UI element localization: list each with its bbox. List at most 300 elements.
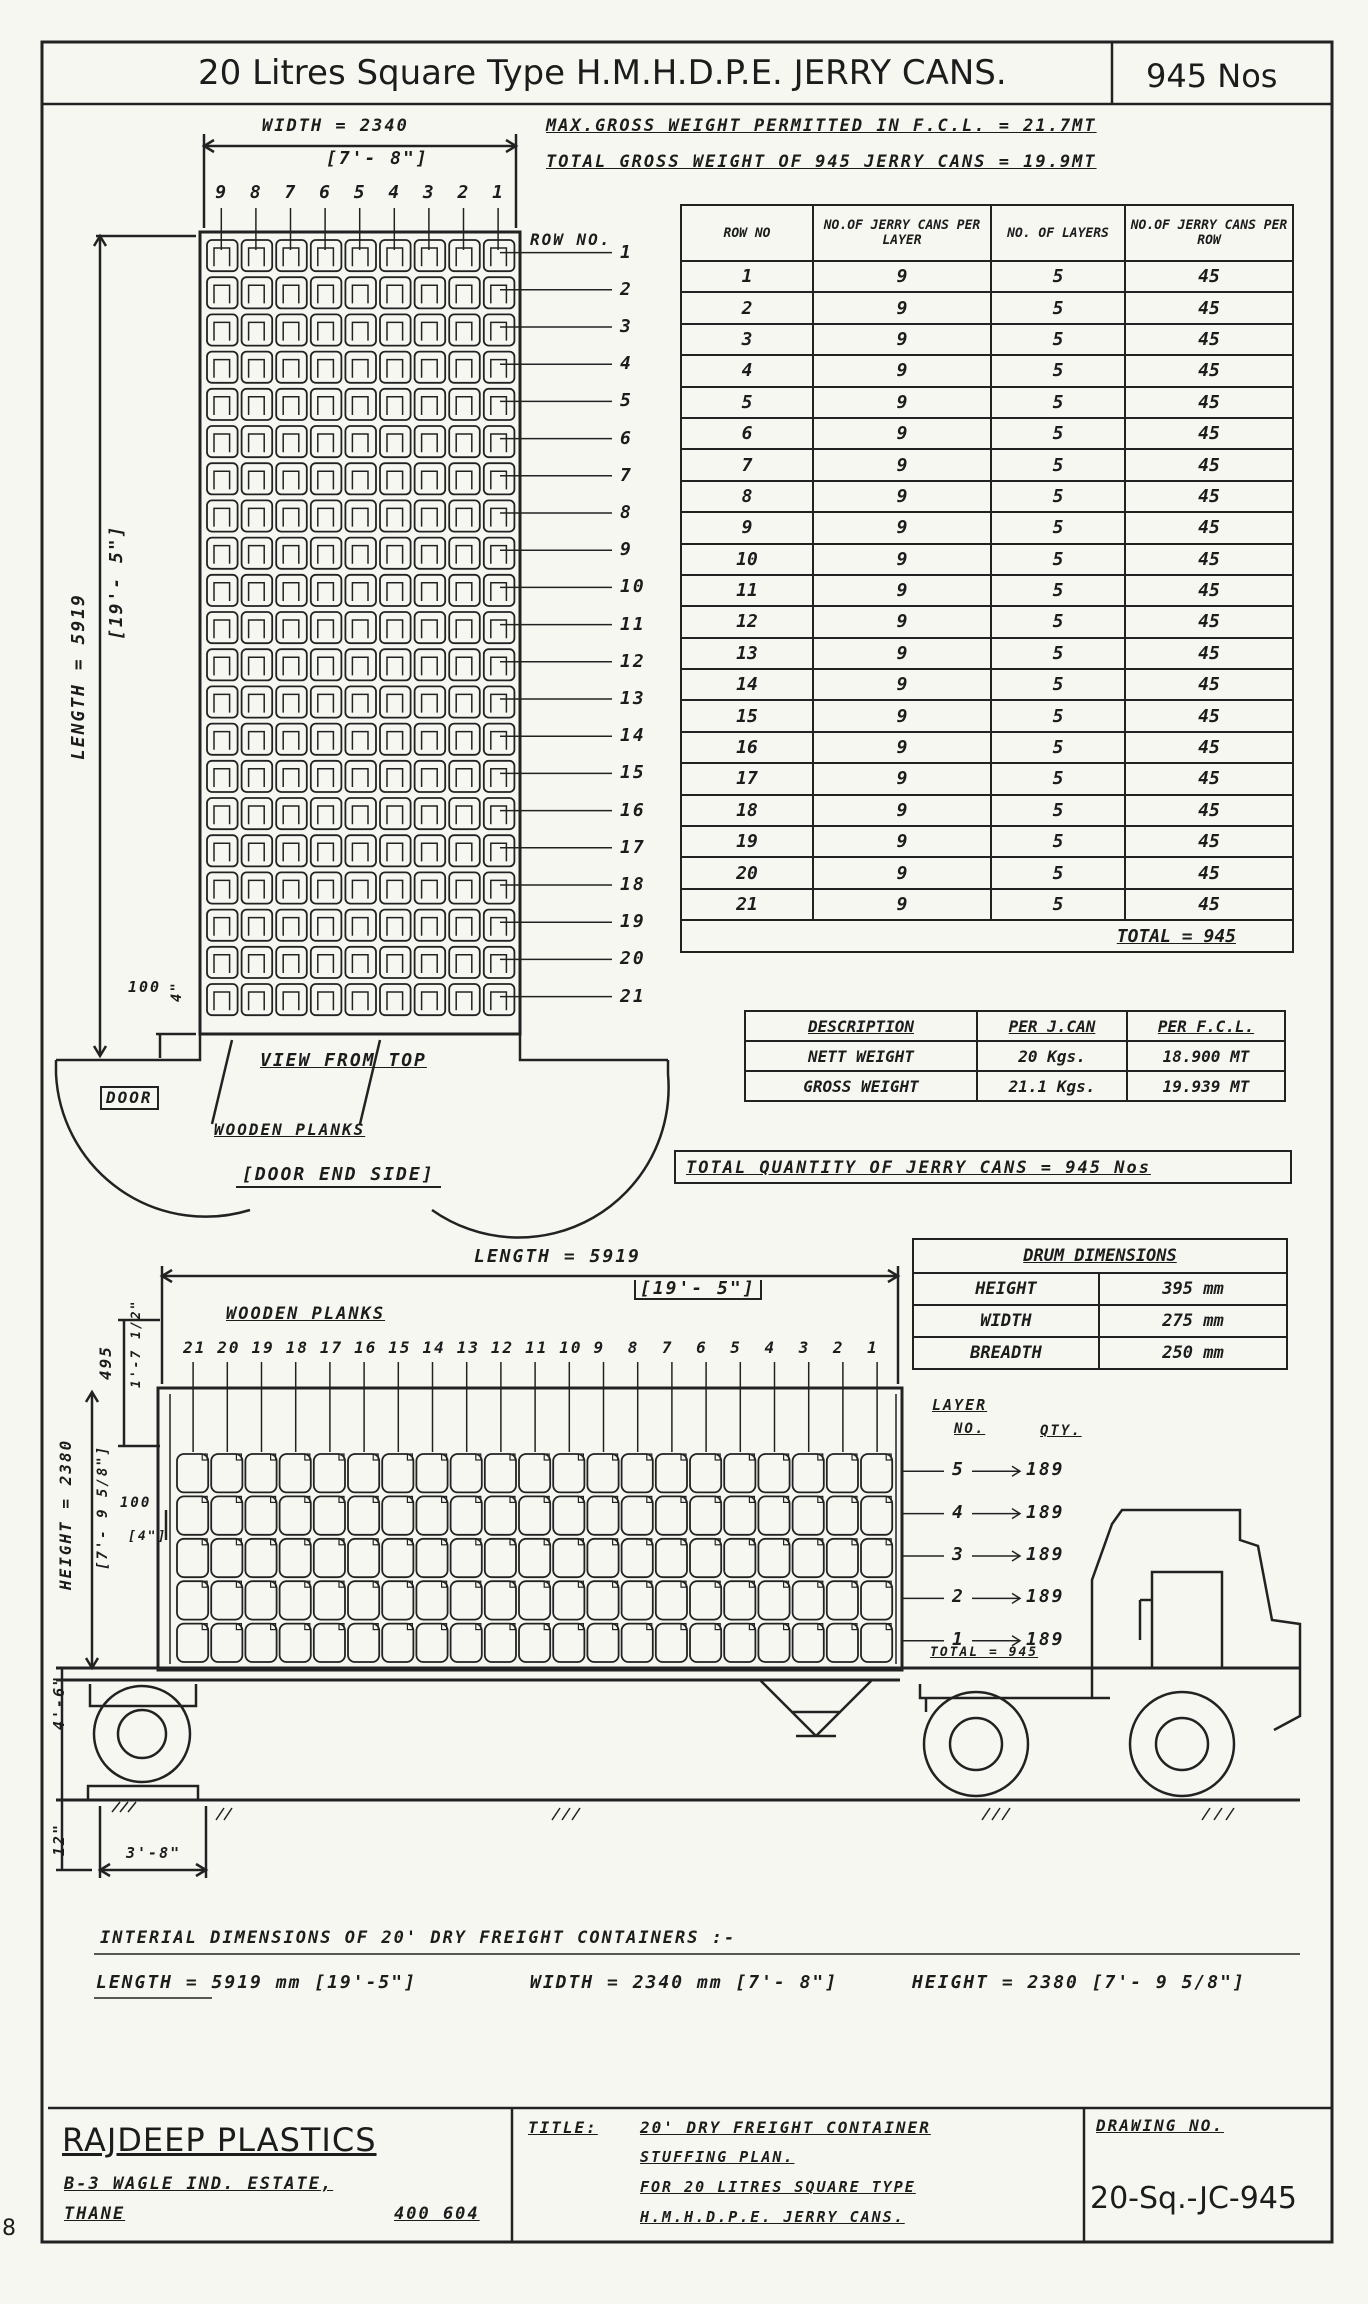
jerry-can-handle xyxy=(249,434,265,452)
side-row-number: 11 xyxy=(525,1338,549,1357)
ground-clearance: 12" xyxy=(50,1822,68,1856)
weight-table xyxy=(744,1010,1286,1102)
jerry-can-top xyxy=(311,686,342,717)
row-table-cell: 5 xyxy=(991,795,1125,826)
jerry-can-top xyxy=(345,910,376,941)
jerry-can-handle xyxy=(318,880,334,898)
jerry-can-top xyxy=(242,872,273,903)
jerry-can-top xyxy=(484,575,515,606)
jerry-can-top xyxy=(415,798,446,829)
door-label: DOOR xyxy=(100,1086,159,1110)
drum-breadth-label: BREADTH xyxy=(913,1337,1099,1369)
drawing-title: 20 Litres Square Type H.M.H.D.P.E. JERRY CANS. xyxy=(198,53,1007,93)
row-table-cell: 9 xyxy=(813,387,991,418)
weight-row-nett-can: 20 Kgs. xyxy=(977,1041,1127,1071)
top-row-number: 9 xyxy=(620,539,633,561)
jerry-can-top xyxy=(484,686,515,717)
jerry-can-top xyxy=(207,240,238,271)
jerry-can-top xyxy=(380,872,411,903)
jerry-can-top xyxy=(207,426,238,457)
jerry-can-handle xyxy=(387,955,403,973)
drum-breadth-value: 250 mm xyxy=(1099,1337,1287,1369)
jerry-can-handle xyxy=(318,620,334,638)
jerry-can-handle xyxy=(422,360,438,378)
jerry-can-handle xyxy=(456,248,472,266)
row-table-cell: 15 xyxy=(681,700,813,731)
row-table-cell: 7 xyxy=(681,449,813,480)
title-line-4: H.M.H.D.P.E. JERRY CANS. xyxy=(640,2208,905,2226)
row-table-cell: 45 xyxy=(1125,795,1293,826)
jerry-can-handle xyxy=(352,955,368,973)
jerry-can-handle xyxy=(249,843,265,861)
top-gap-in: 4" xyxy=(169,981,185,1002)
row-table-row xyxy=(681,355,1293,386)
drawing-count: 945 Nos xyxy=(1146,57,1278,95)
jerry-can-handle xyxy=(352,285,368,303)
jerry-can-handle xyxy=(283,434,299,452)
top-length-ft: [19'- 5"] xyxy=(106,524,127,640)
layer-number: 3 xyxy=(952,1544,965,1565)
jerry-can-handle xyxy=(318,694,334,712)
jerry-can-top xyxy=(276,947,307,978)
row-table-cell: 9 xyxy=(813,669,991,700)
jerry-can-handle xyxy=(456,397,472,415)
jerry-can-handle xyxy=(387,546,403,564)
jerry-can-top xyxy=(276,277,307,308)
side-row-number: 6 xyxy=(696,1338,708,1357)
jerry-can-top xyxy=(380,724,411,755)
row-table-cell: 9 xyxy=(813,606,991,637)
row-table-cell: 1 xyxy=(681,261,813,292)
jerry-can-top xyxy=(415,463,446,494)
row-table-cell: 45 xyxy=(1125,544,1293,575)
side-length-label: LENGTH = 5919 xyxy=(474,1246,641,1267)
jerry-can-top xyxy=(276,575,307,606)
jerry-can-handle xyxy=(249,918,265,936)
jerry-can-handle xyxy=(283,583,299,601)
jerry-can-handle xyxy=(491,508,507,526)
side-row-number: 5 xyxy=(730,1338,742,1357)
row-table-row xyxy=(681,512,1293,543)
jerry-can-top xyxy=(345,984,376,1015)
title-line-2: STUFFING PLAN. xyxy=(640,2148,795,2166)
jerry-can-top xyxy=(380,835,411,866)
jerry-can-handle xyxy=(422,583,438,601)
jerry-can-top xyxy=(484,389,515,420)
row-table-cell: 5 xyxy=(991,512,1125,543)
jerry-can-top xyxy=(345,872,376,903)
row-table-cell: 45 xyxy=(1125,606,1293,637)
row-table-cell: 5 xyxy=(991,355,1125,386)
side-row-number: 14 xyxy=(422,1338,446,1357)
jerry-can-top xyxy=(449,798,480,829)
weight-row-gross-can: 21.1 Kgs. xyxy=(977,1071,1127,1101)
jerry-can-top xyxy=(484,463,515,494)
jerry-can-handle xyxy=(456,322,472,340)
jerry-can-top xyxy=(484,947,515,978)
jerry-can-top xyxy=(380,314,411,345)
door-end-side-label: [DOOR END SIDE] xyxy=(236,1164,441,1188)
row-table-row xyxy=(681,857,1293,888)
jerry-can-handle xyxy=(387,657,403,675)
jerry-can-top xyxy=(415,686,446,717)
jerry-can-top xyxy=(484,649,515,680)
side-row-number: 13 xyxy=(456,1338,480,1357)
jerry-can-handle xyxy=(283,694,299,712)
row-table-cell: 3 xyxy=(681,324,813,355)
truck-front-wheel xyxy=(924,1692,1028,1796)
jerry-can-handle xyxy=(491,620,507,638)
weight-row-gross-fcl: 19.939 MT xyxy=(1127,1071,1285,1101)
jerry-can-top xyxy=(449,686,480,717)
jerry-can-handle xyxy=(491,360,507,378)
jerry-can-handle xyxy=(422,657,438,675)
jerry-can-top xyxy=(449,538,480,569)
jerry-can-handle xyxy=(214,546,230,564)
top-column-number: 1 xyxy=(492,182,505,203)
jerry-can-handle xyxy=(422,471,438,489)
jerry-can-handle xyxy=(422,955,438,973)
jerry-can-top xyxy=(449,724,480,755)
drum-height-label: HEIGHT xyxy=(913,1273,1099,1305)
jerry-can-handle xyxy=(318,843,334,861)
jerry-can-top xyxy=(276,426,307,457)
jerry-can-top xyxy=(380,612,411,643)
row-table-row xyxy=(681,669,1293,700)
jerry-can-top xyxy=(449,649,480,680)
jerry-can-handle xyxy=(283,285,299,303)
row-table-cell: 11 xyxy=(681,575,813,606)
row-table-cell: 5 xyxy=(991,669,1125,700)
jerry-can-top xyxy=(415,612,446,643)
jerry-can-top xyxy=(449,612,480,643)
jerry-can-top xyxy=(345,538,376,569)
row-table-cell: 5 xyxy=(991,857,1125,888)
row-table-cell: 45 xyxy=(1125,669,1293,700)
jerry-can-top xyxy=(415,277,446,308)
jerry-can-handle xyxy=(352,918,368,936)
top-row-number: 18 xyxy=(620,874,646,895)
jerry-can-top xyxy=(345,575,376,606)
row-table-cell: 9 xyxy=(813,512,991,543)
jerry-can-handle xyxy=(318,955,334,973)
jerry-can-top xyxy=(380,910,411,941)
jerry-can-handle xyxy=(249,880,265,898)
jerry-can-top xyxy=(207,277,238,308)
jerry-can-top xyxy=(380,761,411,792)
jerry-can-top xyxy=(380,500,411,531)
jerry-can-top xyxy=(380,463,411,494)
jerry-can-handle xyxy=(387,285,403,303)
total-quantity: TOTAL QUANTITY OF JERRY CANS = 945 Nos xyxy=(674,1150,1292,1184)
jerry-can-top xyxy=(345,426,376,457)
jerry-can-handle xyxy=(491,880,507,898)
jerry-can-handle xyxy=(387,508,403,526)
jerry-can-handle xyxy=(214,434,230,452)
jerry-can-top xyxy=(484,835,515,866)
jerry-can-handle xyxy=(214,992,230,1010)
jerry-can-handle xyxy=(491,694,507,712)
jerry-can-top xyxy=(415,538,446,569)
jerry-can-handle xyxy=(214,322,230,340)
jerry-can-handle xyxy=(456,360,472,378)
jerry-can-handle xyxy=(491,322,507,340)
door-swing-right xyxy=(432,1074,669,1238)
top-column-number: 3 xyxy=(422,182,436,203)
jerry-can-top xyxy=(207,538,238,569)
row-table-cell: 5 xyxy=(991,700,1125,731)
side-row-number: 10 xyxy=(559,1338,583,1357)
jerry-can-top xyxy=(311,500,342,531)
layer-qty: 189 xyxy=(1026,1628,1065,1650)
row-table-cell: 45 xyxy=(1125,355,1293,386)
row-table-cell: 14 xyxy=(681,669,813,700)
side-row-number: 8 xyxy=(627,1338,640,1357)
row-table-cell: 9 xyxy=(813,292,991,323)
jerry-can-top xyxy=(345,240,376,271)
jerry-can-handle xyxy=(214,471,230,489)
jerry-can-top xyxy=(276,686,307,717)
row-table-cell: 18 xyxy=(681,795,813,826)
jerry-can-top xyxy=(311,835,342,866)
jerry-can-handle xyxy=(456,955,472,973)
jerry-can-handle xyxy=(352,322,368,340)
side-row-number: 9 xyxy=(593,1338,606,1357)
jerry-can-handle xyxy=(387,769,403,787)
company-pincode: 400 604 xyxy=(394,2204,480,2224)
jerry-can-top xyxy=(415,240,446,271)
jerry-can-handle xyxy=(456,546,472,564)
row-table-row xyxy=(681,606,1293,637)
row-table-cell: 8 xyxy=(681,481,813,512)
row-table-row xyxy=(681,387,1293,418)
row-table-cell: 21 xyxy=(681,889,813,920)
jerry-can-handle xyxy=(318,508,334,526)
row-table-cell: 9 xyxy=(813,795,991,826)
jerry-can-top xyxy=(484,314,515,345)
row-table-cell: 17 xyxy=(681,763,813,794)
jerry-can-handle xyxy=(214,620,230,638)
row-table-row xyxy=(681,638,1293,669)
jerry-can-handle xyxy=(387,620,403,638)
jerry-can-handle xyxy=(283,397,299,415)
top-gap-mm: 100 xyxy=(128,978,162,996)
top-length-label: LENGTH = 5919 xyxy=(68,593,89,760)
row-table-cell: 5 xyxy=(991,544,1125,575)
jerry-can-top xyxy=(345,352,376,383)
jerry-can-handle xyxy=(491,955,507,973)
side-row-number: 21 xyxy=(183,1338,207,1357)
jerry-can-top xyxy=(207,798,238,829)
row-table-row xyxy=(681,889,1293,920)
top-row-number: 13 xyxy=(620,688,646,709)
company-address-1: B-3 WAGLE IND. ESTATE, xyxy=(64,2174,334,2194)
jerry-can-handle xyxy=(318,471,334,489)
row-table-cell: 9 xyxy=(813,857,991,888)
side-row-number: 2 xyxy=(832,1338,845,1357)
row-table-cell: 5 xyxy=(991,261,1125,292)
jerry-can-handle xyxy=(456,694,472,712)
drum-table-title: DRUM DIMENSIONS xyxy=(913,1239,1287,1273)
row-table-cell: 5 xyxy=(991,763,1125,794)
row-table-cell: 12 xyxy=(681,606,813,637)
jerry-can-top xyxy=(380,538,411,569)
row-table-header-layers: NO. OF LAYERS xyxy=(991,205,1125,261)
jerry-can-handle xyxy=(352,620,368,638)
jerry-can-handle xyxy=(249,620,265,638)
jerry-can-top xyxy=(449,352,480,383)
jerry-can-top xyxy=(242,352,273,383)
jerry-can-handle xyxy=(318,546,334,564)
jerry-can-top xyxy=(276,538,307,569)
jerry-can-top xyxy=(311,612,342,643)
jerry-can-handle xyxy=(283,508,299,526)
jerry-can-top xyxy=(484,798,515,829)
truck-rear-wheel xyxy=(1130,1692,1234,1796)
jerry-can-handle xyxy=(352,880,368,898)
jerry-can-handle xyxy=(283,992,299,1010)
row-table-cell: 9 xyxy=(813,324,991,355)
row-table-cell: 9 xyxy=(681,512,813,543)
jerry-can-top xyxy=(242,277,273,308)
jerry-can-top xyxy=(207,872,238,903)
row-table-cell: 9 xyxy=(813,418,991,449)
jerry-can-handle xyxy=(456,880,472,898)
row-table-cell: 5 xyxy=(991,418,1125,449)
jerry-can-handle xyxy=(352,992,368,1010)
jerry-can-top xyxy=(242,649,273,680)
jerry-can-top xyxy=(242,240,273,271)
top-column-number: 6 xyxy=(319,182,332,203)
jerry-can-handle xyxy=(456,508,472,526)
jerry-can-top xyxy=(380,240,411,271)
jerry-can-top xyxy=(311,463,342,494)
top-column-number: 2 xyxy=(457,182,471,203)
drum-width-value: 275 mm xyxy=(1099,1305,1287,1337)
jerry-can-handle xyxy=(318,918,334,936)
jerry-can-handle xyxy=(387,434,403,452)
layer-qty-header: QTY. xyxy=(1040,1423,1082,1439)
jerry-can-handle xyxy=(318,806,334,824)
jerry-can-top xyxy=(484,500,515,531)
weight-table-header-description: DESCRIPTION xyxy=(745,1011,977,1041)
jerry-can-handle xyxy=(249,657,265,675)
row-table-cell: 6 xyxy=(681,418,813,449)
jerry-can-top xyxy=(207,947,238,978)
jerry-can-handle xyxy=(318,992,334,1010)
jerry-can-top xyxy=(276,389,307,420)
jerry-can-top xyxy=(449,500,480,531)
side-row-number: 12 xyxy=(490,1338,515,1357)
jerry-can-top xyxy=(380,277,411,308)
row-table-cell: 45 xyxy=(1125,857,1293,888)
jerry-can-top xyxy=(484,910,515,941)
top-column-number: 4 xyxy=(388,182,402,203)
jerry-can-top xyxy=(276,724,307,755)
jerry-can-handle xyxy=(422,620,438,638)
row-table-cell: 45 xyxy=(1125,732,1293,763)
jerry-can-top xyxy=(415,724,446,755)
side-row-number: 20 xyxy=(217,1338,241,1357)
side-row-number: 19 xyxy=(251,1338,275,1357)
deck-height: 4'-6" xyxy=(50,1674,68,1730)
jerry-can-top xyxy=(311,277,342,308)
jerry-can-top xyxy=(415,761,446,792)
jerry-can-handle xyxy=(249,508,265,526)
title-line-3: FOR 20 LITRES SQUARE TYPE xyxy=(640,2178,916,2196)
jerry-can-handle xyxy=(456,732,472,750)
side-length-ft: [19'- 5"] xyxy=(634,1280,762,1300)
drawing-no-label: DRAWING NO. xyxy=(1096,2116,1224,2135)
jerry-can-handle xyxy=(283,843,299,861)
jerry-can-handle xyxy=(491,918,507,936)
jerry-can-top xyxy=(242,910,273,941)
jerry-can-top xyxy=(345,612,376,643)
max-gross-weight: MAX.GROSS WEIGHT PERMITTED IN F.C.L. = 21.7MT xyxy=(546,116,1097,136)
jerry-can-handle xyxy=(491,732,507,750)
row-table-header-row-no: ROW NO xyxy=(681,205,813,261)
row-table-cell: 45 xyxy=(1125,481,1293,512)
jerry-can-handle xyxy=(491,471,507,489)
interior-length: LENGTH = 5919 mm [19'-5"] xyxy=(96,1972,417,1993)
top-width-label: WIDTH = 2340 xyxy=(262,116,409,136)
row-table-cell: 5 xyxy=(991,292,1125,323)
interior-height: HEIGHT = 2380 [7'- 9 5/8"] xyxy=(912,1972,1246,1993)
jerry-can-handle xyxy=(387,322,403,340)
jerry-can-top xyxy=(311,649,342,680)
jerry-can-top xyxy=(242,984,273,1015)
jerry-can-handle xyxy=(422,248,438,266)
top-row-number: 14 xyxy=(620,725,646,747)
jerry-can-handle xyxy=(283,471,299,489)
row-table-row xyxy=(681,700,1293,731)
jerry-can-top xyxy=(311,947,342,978)
row-table-cell: 9 xyxy=(813,889,991,920)
drum-dimensions-table xyxy=(912,1238,1288,1370)
jerry-can-top xyxy=(449,872,480,903)
layer-header: LAYER xyxy=(932,1396,988,1414)
jerry-can-top xyxy=(449,277,480,308)
jerry-can-top xyxy=(415,426,446,457)
row-table-cell: 45 xyxy=(1125,889,1293,920)
jerry-can-handle xyxy=(387,880,403,898)
jerry-can-handle xyxy=(352,769,368,787)
jerry-can-top xyxy=(449,910,480,941)
jerry-can-handle xyxy=(214,806,230,824)
jerry-can-top xyxy=(311,872,342,903)
jerry-can-handle xyxy=(214,694,230,712)
side-row-number: 17 xyxy=(319,1338,344,1357)
jerry-can-top xyxy=(276,314,307,345)
top-row-number: 16 xyxy=(620,799,646,821)
jerry-can-top xyxy=(484,277,515,308)
layer-qty: 189 xyxy=(1026,1459,1065,1481)
jerry-can-handle xyxy=(491,769,507,787)
layer-no-header: NO. xyxy=(954,1421,986,1437)
jerry-can-top xyxy=(449,314,480,345)
jerry-can-top xyxy=(311,724,342,755)
jerry-can-handle xyxy=(318,397,334,415)
jerry-can-handle xyxy=(491,992,507,1010)
jerry-can-handle xyxy=(456,434,472,452)
jerry-can-handle xyxy=(352,471,368,489)
jerry-can-top xyxy=(242,463,273,494)
jerry-can-handle xyxy=(387,918,403,936)
jerry-can-top xyxy=(242,426,273,457)
jerry-can-top xyxy=(484,426,515,457)
top-row-number: 12 xyxy=(620,650,646,672)
weight-row-nett-desc: NETT WEIGHT xyxy=(745,1041,977,1071)
